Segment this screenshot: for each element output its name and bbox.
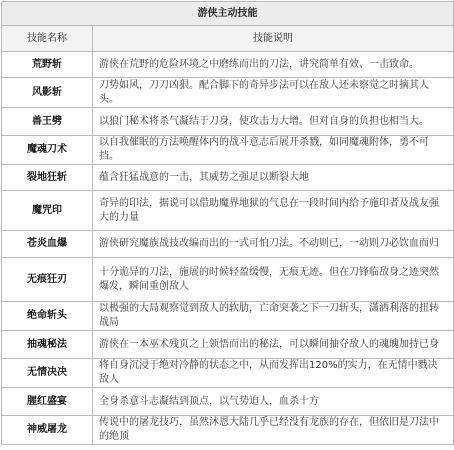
- table-row: [2, 359, 454, 388]
- skill-name: 腥红盛宴: [2, 388, 93, 416]
- table-title-row: [2, 2, 454, 26]
- skill-description: 蕴含狂猛战意的一击，其威势之强足以断裂大地: [93, 165, 454, 191]
- table-row: [2, 136, 454, 165]
- table-row: [2, 302, 454, 331]
- header-skill-description: 技能说明: [93, 26, 454, 52]
- skill-description: 将自身沉浸于绝对冷静的状态之中，从而发挥出120%的实力，在无情中戮决敌人: [93, 359, 454, 388]
- skill-name: 绝命斩头: [2, 302, 93, 331]
- skill-description: 游侠在荒野的危险环境之中磨练而出的刀法，讲究简单有效、一击致命。: [93, 52, 454, 78]
- skill-description: 全身杀意斗志凝结到顶点，以气势迫人，血杀十方: [93, 388, 454, 416]
- skill-name: 兽王劈: [2, 108, 93, 136]
- skill-description: 游侠在一本巫术残页之上领悟而出的秘法，可以瞬间抽夺敌人的魂魄加持已身: [93, 331, 454, 359]
- skill-name: 魔魂刀术: [2, 136, 93, 165]
- table-row: [2, 78, 454, 108]
- skill-description: 十分诡异的刀法，施展的时候轻盈缓慢，无痕无迹。但在刀锋临敌身之迹突然爆发，瞬间重创敌人: [93, 258, 454, 302]
- skill-name: 神威屠龙: [2, 416, 93, 445]
- skill-description: 刀势如风，刀刀凶狠。配合脚下的奇异步法可以在敌人还未察觉之时摘其人头。: [93, 78, 454, 108]
- skill-description: 传说中的屠龙技巧，虽然沐恩大陆几乎已经没有龙族的存在，但依旧是刀法中的绝顶: [93, 416, 454, 445]
- skill-description: 以自我催眠的方法唤醒体内的战斗意志后展开杀戮，如同魔魂附体，勇不可挡。: [93, 136, 454, 165]
- skill-name: 荒野斩: [2, 52, 93, 78]
- table-row: [2, 231, 454, 258]
- skill-description: 奇异的印法，据说可以借助魔界地狱的气息在一段时间内给予施印者及战友强大的力量: [93, 191, 454, 231]
- table-header-row: [2, 26, 454, 52]
- skill-description: 以狼门秘术将杀气凝结于刀身，使攻击力大增。但对自身的负担也相当大。: [93, 108, 454, 136]
- skill-description: 以极强的大局观察觉到敌人的软肋，亡命突袭之下一刀斩头，潇洒利落的扭转战局: [93, 302, 454, 331]
- table-title: 游侠主动技能: [2, 2, 454, 26]
- skills-table: [1, 1, 454, 445]
- table-row: [2, 258, 454, 302]
- table-row: [2, 165, 454, 191]
- table-row: [2, 191, 454, 231]
- skill-description: 游侠研究魔族战技改编而出的一式可怕刀法。不动则已，一动则刀必饮血而归: [93, 231, 454, 258]
- skill-name: 风影斩: [2, 78, 93, 108]
- skill-name: 无情决决: [2, 359, 93, 388]
- skill-name: 苍炎血爆: [2, 231, 93, 258]
- header-skill-name: 技能名称: [2, 26, 93, 52]
- skill-name: 抽魂秘法: [2, 331, 93, 359]
- table-row: [2, 108, 454, 136]
- table-row: [2, 331, 454, 359]
- table-row: [2, 416, 454, 445]
- table-row: [2, 388, 454, 416]
- skill-name: 魔咒印: [2, 191, 93, 231]
- table-row: [2, 52, 454, 78]
- skill-name: 裂地狂斩: [2, 165, 93, 191]
- skill-name: 无痕狂刃: [2, 258, 93, 302]
